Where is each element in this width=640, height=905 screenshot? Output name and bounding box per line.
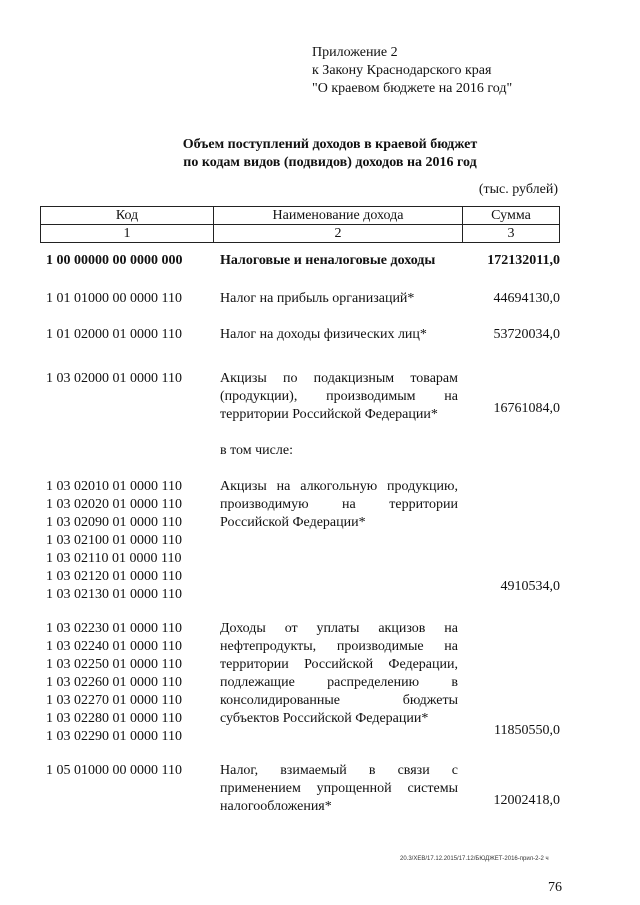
- row-code: 1 03 02270 01 0000 110: [46, 693, 182, 708]
- row-codes: [46, 620, 182, 746]
- row-code: 1 00 00000 00 0000 000: [46, 253, 183, 268]
- units-label: (тыс. рублей): [478, 182, 558, 197]
- title-line-1: Объем поступлений доходов в краевой бюджет: [182, 137, 478, 152]
- including-label: в том числе:: [220, 443, 293, 458]
- row-codes: [46, 290, 182, 308]
- row-code: 1 05 01000 00 0000 110: [46, 763, 182, 778]
- appendix-line-3: "О краевом бюджете на 2016 год": [312, 81, 513, 96]
- row-code: 1 03 02000 01 0000 110: [46, 371, 182, 386]
- table-header: [40, 206, 560, 243]
- row-code: 1 03 02010 01 0000 110: [46, 479, 182, 494]
- appendix-reference: [312, 44, 512, 98]
- page-number: 76: [548, 880, 562, 895]
- row-sum: 16761084,0: [493, 401, 560, 416]
- row-code: 1 03 02250 01 0000 110: [46, 657, 182, 672]
- header-num-code: 1: [41, 225, 214, 243]
- row-code: 1 01 01000 00 0000 110: [46, 291, 182, 306]
- row-name: Налог на доходы физических лиц*: [220, 327, 427, 342]
- row-name: Налоговые и неналоговые доходы: [220, 253, 436, 268]
- document-title: [0, 136, 640, 172]
- table-row: [40, 326, 560, 346]
- row-code: 1 03 02130 01 0000 110: [46, 587, 182, 602]
- including-row: [40, 442, 560, 462]
- table-row: [40, 762, 560, 822]
- row-code: 1 03 02230 01 0000 110: [46, 621, 182, 636]
- row-code: 1 03 02090 01 0000 110: [46, 515, 182, 530]
- header-num-name: 2: [214, 225, 463, 243]
- row-name: Акцизы по подакцизным товарам (продукции), производимым на территории Российской Федерации*: [220, 371, 458, 422]
- row-code: 1 03 02280 01 0000 110: [46, 711, 182, 726]
- title-line-2: по кодам видов (подвидов) доходов на 2016 год: [183, 155, 477, 170]
- header-sum: Сумма: [463, 207, 560, 225]
- table-row: [40, 290, 560, 310]
- row-sum: 44694130,0: [493, 291, 560, 306]
- row-code: 1 03 02120 01 0000 110: [46, 569, 182, 584]
- row-code: 1 01 02000 01 0000 110: [46, 327, 182, 342]
- row-codes: [46, 478, 182, 604]
- row-code: 1 03 02110 01 0000 110: [46, 551, 182, 566]
- header-num-sum: 3: [463, 225, 560, 243]
- appendix-line-2: к Закону Краснодарского края: [312, 63, 492, 78]
- row-codes: [46, 252, 183, 270]
- row-code: 1 03 02260 01 0000 110: [46, 675, 182, 690]
- row-sum: 12002418,0: [493, 793, 560, 808]
- row-sum: 11850550,0: [494, 723, 560, 738]
- row-code: 1 03 02020 01 0000 110: [46, 497, 182, 512]
- table-row: [40, 620, 560, 750]
- row-sum: 53720034,0: [493, 327, 560, 342]
- row-code: 1 03 02240 01 0000 110: [46, 639, 182, 654]
- row-codes: [46, 370, 182, 388]
- row-name: Налог, взимаемый в связи с применением упрощенной системы налогообложения*: [220, 763, 458, 814]
- row-code: 1 03 02100 01 0000 110: [46, 533, 182, 548]
- row-sum: 4910534,0: [500, 579, 560, 594]
- header-code: Код: [41, 207, 214, 225]
- table-row: [40, 370, 560, 430]
- table-row: [40, 478, 560, 608]
- header-name: Наименование дохода: [214, 207, 463, 225]
- row-name: Акцизы на алкогольную продукцию, производимую на территории Российской Федерации*: [220, 479, 458, 530]
- table-row: [40, 252, 560, 272]
- row-code: 1 03 02290 01 0000 110: [46, 729, 182, 744]
- appendix-line-1: Приложение 2: [312, 45, 398, 60]
- row-codes: [46, 762, 182, 780]
- row-name: Налог на прибыль организаций*: [220, 291, 415, 306]
- row-codes: [46, 326, 182, 344]
- row-sum: 172132011,0: [487, 253, 560, 268]
- row-name: Доходы от уплаты акцизов на нефтепродукты, производимые на территории Российской Федерации, подлежащие распределению в консолидированные бюджеты субъектов Российской Федерации*: [220, 621, 458, 726]
- document-footer-ref: 20.3/ХЕВ/17.12.2015/17.12/БЮДЖЕТ-2016-прил-2-2 ч: [400, 856, 549, 862]
